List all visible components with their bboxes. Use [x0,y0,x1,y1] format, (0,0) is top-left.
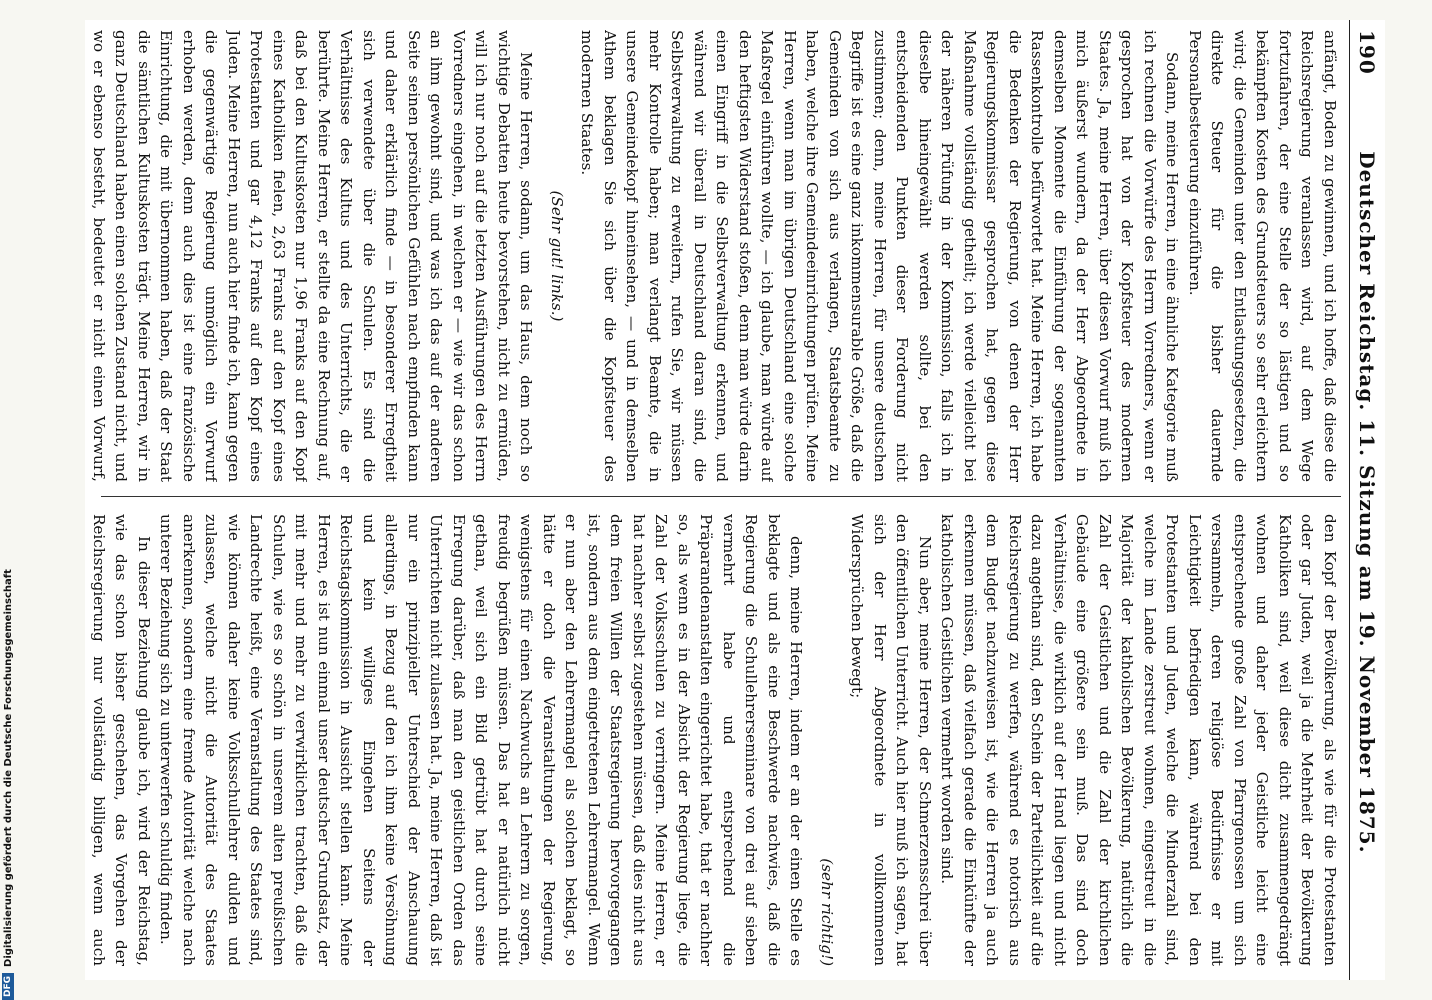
text-column-right [85,514,1341,966]
paragraph: denn, meine Herren, indem er an der einen Stelle es beklagte und als eine Beschwerde nachwies, daß die Regierung die Schullehrerseminare von drei auf sieben vermehrt habe und entsprechend die Präparandenanstalten eingerichtet habe, that er nachher so, als wenn es in der Absicht der Regierung liege, die Zahl der Volksschulen zu verringern. Meine Herren, er hat nachher selbst zugestehen müssen, daß dies nicht aus dem freien Willen der Staatsregierung hervorgegangen ist, sondern aus dem eingetretenen Lehrermangel. Wenn er nun aber den Lehrermangel als solchen beklagt, so hätte er doch die Veranstaltungen der Regierung, wenigstens für einen Nachwuchs an Lehrern zu sorgen, freudig begrüßen müssen. Das hat er natürlich nicht gethan, weil sich ein Bild getrübt hat durch seine Erregung darüber, daß man den geistlichen Orden das Unterrichten nicht zulassen hat. Ja, meine Herren, daß ist nur ein prinzipieller Unterschied der Anschauung allerdings, in Bezug auf den ich ihm keine Versöhnung und kein williges Eingehen Seitens der Reichstagskommission in Aussicht stellen kann. Meine Herren, es ist nun einmal unser deutscher Grundsatz, der mit mehr und mehr zu verwirklichen trachten, daß die Schulen, wie es so schön in unserem alten preußischen Landrechte heißt, eine Veranstaltung des Staates sind, wie können daher keine Volksschullehrer dulden und zulassen, welche nicht die Autorität des Staates anerkennen, sondern eine fremde Autorität welche nach unterer Beziehung sich zu unterwerfen schuldig finden. [157,514,806,966]
text-column-left [85,30,1341,482]
column-divider [101,496,1341,497]
running-title: Deutscher Reichstag. 11. Sitzung am 19. November 1875. [1355,151,1380,854]
interjection: (sehr richtig!) [818,858,836,966]
paragraph: Sodann, meine Herren, in eine ähnliche Kategorie muß ich rechnen die Vorwürfe des Herrn Vorredners, wenn er gesprochen hat von der Kopfsteuer des modernen Staates. Ja, meine Herren, über diesen Vorwurf muß ich mich äußerst wundern, da der Herr Abgeordnete in demselben Momente die Einführung der sogenannten Rassenkontrolle befürwortet hat. Meine Herren, ich habe die Bedenken der Regierung, von denen der Herr Regierungskommissar gesprochen hat, gegen diese Maßnahme vollständig getheilt; ich werde vielleicht bei der näheren Prüfung in der Kommission, falls ich in dieselbe hineingewählt werden sollte, bei den entscheidenden Punkten dieser Forderung nicht zustimmen; denn, meine Herren, für unsere deutschen Begriffe ist es eine ganz inkommensurable Größe, daß die Gemeinden von sich aus verlangen, Staatsbeamte zu haben, welche ihre Gemeindeeinrichtungen prüfen. Meine Herren, wenn man im übrigen Deutschland eine solche Maßregel einführen wollte, — ich glaube, man würde auf den heftigsten Widerstand stoßen, denn man würde darin einen Eingriff in die Selbstverwaltung erkennen, und während wir überall in Deutschland daran sind, die Selbstverwaltung zu erweitern, rufen Sie, wir müssen mehr Kontrolle haben; man verlangt Beamte, die in unsere Gemeindekopf hineinsehen, — und in demselben Athem beklagen Sie sich über die Kopfsteuer des modernen Staates. [578,30,1182,482]
page-header [1349,20,1385,980]
scanned-page [85,20,1385,980]
paragraph: anfängt, Boden zu gewinnen, und ich hoffe, daß diese die Reichsregierung veranlassen wird, auf dem Wege fortzufahren, der eine Stelle der so lästigen und so bekämpften Kosten des Grundsteuers so sehr erleichtern wird; die Gemeinden unter den Entlastungsgesetzen, die direkte Steuer für die bisher dauernde Personalbesteuerung einzuführen. [1186,30,1339,482]
page-number: 190 [1355,30,1380,75]
dfg-logo: DFG [2,973,14,1000]
credit-text: Digitalisierung gefördert durch die Deutsche Forschungsgemeinschaft [2,569,14,967]
paragraph: Meine Herren, sodann, um das Haus, dem noch so wichtige Debatten heute bevorstehen, nicht zu ermüden, will ich nur noch auf die letzten Ausführungen des Herrn Vorredners eingehen, in welchen er — wie wir das schon an ihm gewohnt sind, und was ich das auf der anderen Seite seinen persönlichen Gefühlen nach empfinden kann und daher erklärlich finde — in besonderer Erregtheit sich verwendete über die Schulen. Es sind die Verhältnisse des Kultus und des Unterrichts, die er berührte. Meine Herren, er stellte da eine Rechnung auf, daß bei den Kultuskosten nur 1,96 Franks auf den Kopf eines Katholiken fielen, 2,63 Franks auf den Kopf eines Protestanten und gar 4,12 Franks auf den Kopf eines Juden. Meine Herren, nun auch hier finde ich, kann gegen die gegenwärtige Regierung unmöglich ein Vorwurf erhoben werden, denn auch dies ist eine französische Einrichtung, die mit übernommen haben, daß der Staat die sämtlichen Kultuskosten trägt. Meine Herren, wir in ganz Deutschland haben einen solchen Zustand nicht, und wo er ebenso besteht, bedeutet er nicht einen Vorwurf, [90,30,536,482]
interjection: (Sehr gut! links.) [548,190,566,322]
paragraph: In dieser Beziehung glaube ich, wird der Reichstag, wie das schon bisher geschehen, das Vorgehen der Reichsregierung nur vollständig billigen, wenn auch [90,514,153,966]
digitization-credit [0,0,16,1000]
paragraph: Nun aber, meine Herren, der Schmerzensschrei über den öffentlichen Unterricht. Auch hier muß ich sagen, hat sich der Herr Abgeordnete in vollkommenen Widersprüchen bewegt; [848,514,934,966]
paragraph: den Kopf der Bevölkerung, als wie für die Protestanten oder gar Juden, weil ja die Mehrheit der Bevölkerung Katholiken sind, weil diese dicht zusammengedrängt wohnen und daher jeder Geistliche leicht eine entsprechende große Zahl von Pfarrgenossen um sich versammeln, deren religiöse Bedürfnisse er mit Leichtigkeit befriedigen kann, während bei den Protestanten und Juden, welche die Minderzahl sind, welche im Lande zerstreut wohnen, eingestreut in die Majorität der katholischen Bevölkerung, natürlich die Zahl der Geistlichen und die Zahl der kirchlichen Gebäude eine größere sein muß. Das sind doch Verhältnisse, die wirklich auf der Hand liegen und nicht dazu angethan sind, den Schein der Parteilichkeit auf die Reichsregierung zu werfen, während es notorisch aus dem Budget nachzuweisen ist, wie die Herren ja auch erkennen müssen, daß vielfach gerade die Einkünfte der katholischen Geistlichen vermehrt worden sind. [938,514,1339,966]
